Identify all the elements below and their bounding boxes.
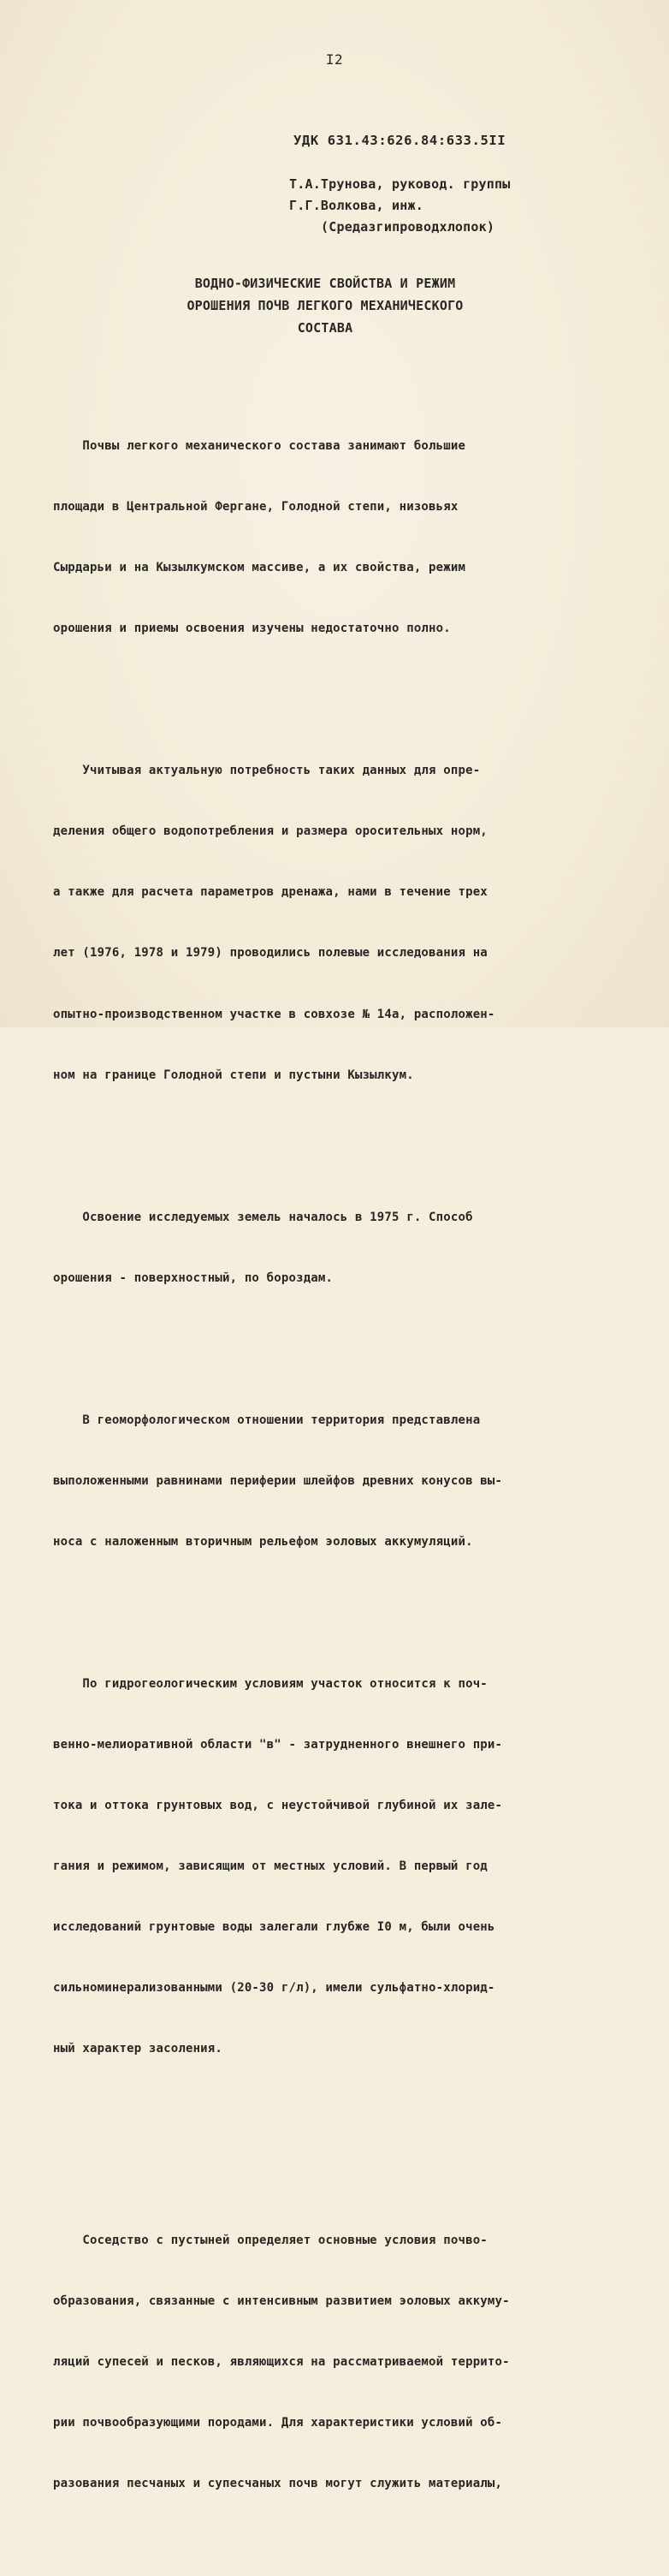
text-line: ный характер засоления. bbox=[53, 2042, 223, 2056]
paragraph-6 bbox=[53, 2190, 583, 2535]
text-line: В геоморфологическом отношении территория представлена bbox=[53, 1413, 481, 1427]
text-line: Сырдарьи и на Кызылкумском массиве, а их свойства, режим bbox=[53, 561, 466, 575]
text-line: ном на границе Голодной степи и пустыни Кызылкум. bbox=[53, 1068, 414, 1082]
title-line: ОРОШЕНИЯ ПОЧВ ЛЕГКОГО МЕХАНИЧЕСКОГО bbox=[186, 298, 464, 313]
paragraph-5 bbox=[53, 1633, 583, 2100]
text-line: Почвы легкого механического состава занимают большие bbox=[53, 438, 466, 453]
paragraph-3 bbox=[53, 1167, 583, 1330]
text-line: площади в Центральной Фергане, Голодной степи, низовьях bbox=[53, 499, 459, 514]
author-volkova: Г.Г.Волкова, инж. bbox=[289, 198, 423, 213]
text-line: исследований грунтовые воды залегали глубже I0 м, были очень bbox=[53, 1920, 495, 1935]
text-line: лет (1976, 1978 и 1979) проводились полевые исследования на bbox=[53, 946, 488, 961]
text-line: По гидрогеологическим условиям участок относится к поч- bbox=[53, 1676, 488, 1691]
text-line: Соседство с пустыней определяет основные условия почво- bbox=[53, 2233, 488, 2247]
organization: (Средазгипроводхлопок) bbox=[321, 219, 495, 235]
text-line: тока и оттока грунтовых вод, с неустойчивой глубиной их зале- bbox=[53, 1798, 503, 1812]
text-line: выположенными равнинами периферии шлейфов древних конусов вы- bbox=[53, 1473, 503, 1488]
text-line: сильноминерализованными (20-30 г/л), имели сульфатно-хлорид- bbox=[53, 1981, 495, 1996]
text-line: образования, связанные с интенсивным развитием эоловых аккуму- bbox=[53, 2293, 510, 2308]
paragraph-4 bbox=[53, 1370, 583, 1593]
title-line: СОСТАВА bbox=[297, 320, 353, 336]
udc-code: УДК 631.43:626.84:633.5II bbox=[293, 133, 506, 148]
article-title bbox=[128, 272, 522, 339]
text-line: ляций супесей и песков, являющихся на рассматриваемой террито- bbox=[53, 2354, 510, 2369]
page-number: I2 bbox=[325, 51, 344, 68]
title-line: ВОДНО-ФИЗИЧЕСКИЕ СВОЙСТВА И РЕЖИМ bbox=[194, 276, 456, 291]
paragraph-2 bbox=[53, 721, 583, 1127]
text-line: деления общего водопотребления и размера оросительных норм, bbox=[53, 824, 488, 839]
author-trunova: Т.А.Трунова, руковод. группы bbox=[289, 176, 511, 192]
authors-block bbox=[289, 174, 510, 238]
text-line: Учитывая актуальную потребность таких данных для опре- bbox=[53, 764, 481, 778]
article-body bbox=[53, 355, 583, 2576]
text-line: Освоение исследуемых земель началось в 1975 г. Способ bbox=[53, 1210, 473, 1224]
text-line: орошения и приемы освоения изучены недостаточно полно. bbox=[53, 622, 451, 636]
text-line: рии почвообразующими породами. Для характеристики условий об- bbox=[53, 2416, 503, 2430]
text-line: гания и режимом, зависящим от местных условий. В первый год bbox=[53, 1859, 488, 1874]
text-line: а также для расчета параметров дренажа, нами в течение трех bbox=[53, 885, 488, 900]
text-line: орошения - поверхностный, по бороздам. bbox=[53, 1270, 334, 1285]
paragraph-gap bbox=[53, 2141, 583, 2150]
text-line: венно-мелиоративной области "в" - затрудненного внешнего при- bbox=[53, 1737, 503, 1752]
text-line: носа с наложенным вторичным рельефом эоловых аккумуляций. bbox=[53, 1534, 473, 1549]
paragraph-1 bbox=[53, 396, 583, 680]
text-line: разования песчаных и супесчаных почв могут служить материалы, bbox=[53, 2477, 503, 2491]
text-line: опытно-производственном участке в совхозе № 14а, расположен- bbox=[53, 1007, 495, 1021]
